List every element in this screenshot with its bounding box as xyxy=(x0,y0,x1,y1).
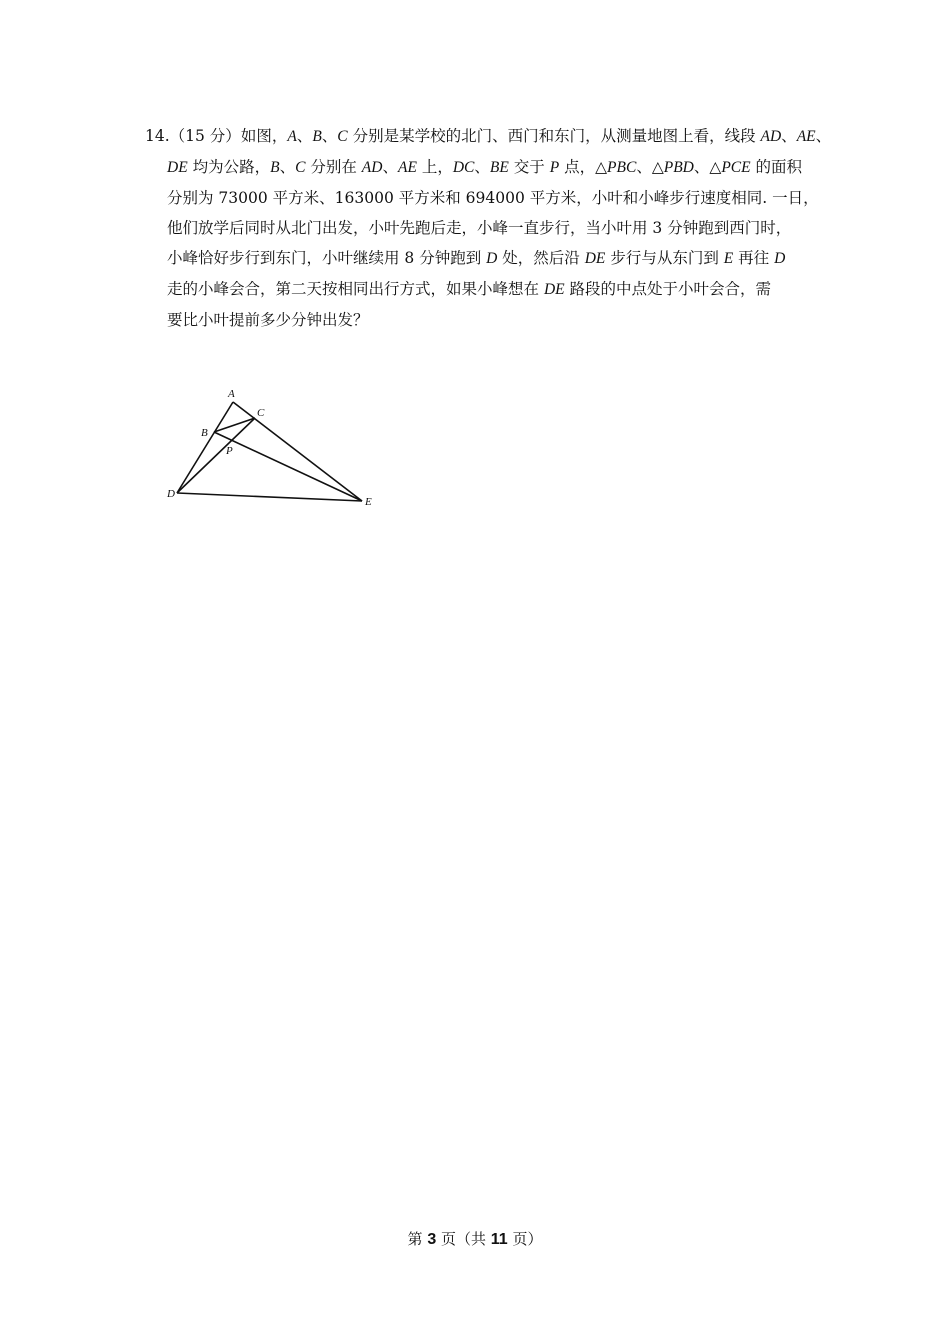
footer-total-pages: 11 xyxy=(490,1231,508,1248)
text-segment: 、 xyxy=(321,127,338,145)
problem-line xyxy=(145,213,825,243)
triangle-diagram xyxy=(162,385,387,510)
text-segment: 如图， xyxy=(240,127,288,145)
label-D: D xyxy=(167,488,175,500)
text-segment: 、 xyxy=(781,127,797,145)
text-segment: 的面积 xyxy=(750,158,803,176)
math-variable: P xyxy=(549,159,560,176)
page-footer xyxy=(0,1228,950,1249)
footer-middle: 页（共 xyxy=(436,1230,491,1248)
text-segment: 小峰恰好步行到东门，小叶继续用 8 分钟跑到 xyxy=(167,249,487,267)
text-segment: 、 xyxy=(279,158,296,176)
text-segment: 交于 xyxy=(508,158,550,176)
footer-suffix: 页） xyxy=(507,1230,543,1248)
problem-line xyxy=(145,121,832,152)
problem-line xyxy=(145,274,825,305)
text-segment: 要比小叶提前多少分钟出发？ xyxy=(167,311,369,329)
math-variable: DC xyxy=(452,159,475,176)
problem-line xyxy=(145,243,825,274)
text-segment: 均为公路， xyxy=(187,158,271,176)
text-segment: 、△ xyxy=(636,158,664,176)
label-E: E xyxy=(365,496,372,508)
text-segment: 点，△ xyxy=(559,158,608,176)
math-variable: AE xyxy=(397,159,417,176)
math-variable: DE xyxy=(543,281,565,298)
math-variable: C xyxy=(295,159,306,176)
text-segment: 处，然后沿 xyxy=(497,249,585,267)
text-segment: 上， xyxy=(416,158,453,176)
text-segment: 、 xyxy=(815,127,832,145)
math-variable: AD xyxy=(361,159,383,176)
math-variable: PBC xyxy=(607,159,637,176)
text-segment: 步行与从东门到 xyxy=(605,249,724,267)
math-variable: BE xyxy=(489,159,509,176)
segment-BE xyxy=(214,432,362,501)
triangle-figure xyxy=(162,385,387,510)
problem-14 xyxy=(145,121,832,335)
problem-number: 14. xyxy=(145,127,170,145)
label-C: C xyxy=(257,407,265,419)
text-segment: 、 xyxy=(296,127,313,145)
math-variable: D xyxy=(774,250,786,267)
math-variable: PCE xyxy=(721,159,751,176)
math-variable: B xyxy=(270,159,280,176)
math-variable: E xyxy=(723,250,734,267)
text-segment: 分别是某学校的北门、西门和东门，从测量地图上看，线段 xyxy=(347,127,761,145)
math-variable: D xyxy=(486,250,498,267)
segment-DE xyxy=(177,493,362,501)
text-segment: 路段的中点处于小叶会合，需 xyxy=(564,280,772,298)
math-variable: DE xyxy=(584,250,606,267)
problem-line xyxy=(145,152,825,183)
math-variable: B xyxy=(312,128,322,145)
math-variable: C xyxy=(337,128,348,145)
problem-line xyxy=(145,183,825,213)
problem-line xyxy=(145,305,825,335)
label-B: B xyxy=(201,427,208,439)
label-P: P xyxy=(226,445,233,457)
text-segment: 分别在 xyxy=(305,158,362,176)
text-segment: 走的小峰会合，第二天按相同出行方式，如果小峰想在 xyxy=(167,280,544,298)
math-variable: DE xyxy=(167,159,188,176)
text-segment: 再往 xyxy=(733,249,775,267)
text-segment: 分别为 73000 平方米、163000 平方米和 694000 平方米，小叶和小峰步行速度相同. 一日， xyxy=(167,189,819,207)
segment-AE xyxy=(233,402,362,501)
text-segment: 、 xyxy=(474,158,490,176)
footer-prefix: 第 xyxy=(407,1230,428,1248)
math-variable: A xyxy=(287,128,297,145)
text-segment: 、 xyxy=(382,158,398,176)
label-A: A xyxy=(228,388,235,400)
footer-page-number: 3 xyxy=(427,1231,437,1248)
problem-points: （15 分） xyxy=(169,127,241,145)
math-variable: AE xyxy=(796,128,816,145)
math-variable: AD xyxy=(760,128,782,145)
text-segment: 、△ xyxy=(693,158,722,176)
text-segment: 他们放学后同时从北门出发，小叶先跑后走，小峰一直步行，当小叶用 3 分钟跑到西门时， xyxy=(167,219,792,237)
math-variable: PBD xyxy=(663,159,694,176)
